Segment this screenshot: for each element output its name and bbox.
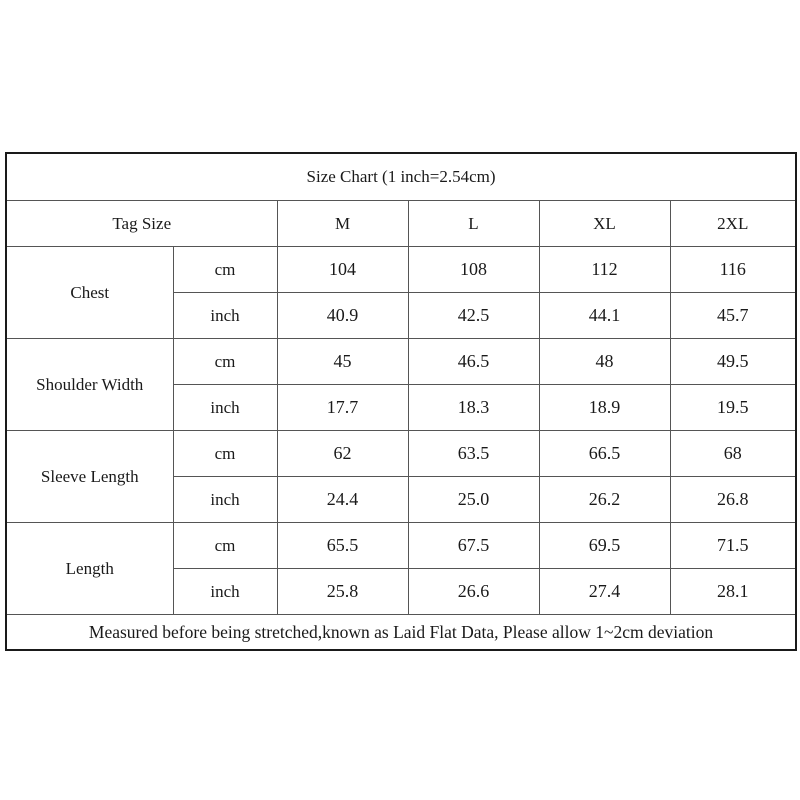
unit-label: inch [173, 569, 277, 615]
value-cell-m: 25.8 [277, 569, 408, 615]
value-cell-2xl: 45.7 [670, 293, 796, 339]
value-cell-2xl: 28.1 [670, 569, 796, 615]
value-cell-m: 17.7 [277, 385, 408, 431]
value-cell-2xl: 49.5 [670, 339, 796, 385]
value-cell-m: 65.5 [277, 523, 408, 569]
value-cell-xl: 26.2 [539, 477, 670, 523]
measurement-name-length: Length [6, 523, 173, 615]
unit-label: inch [173, 477, 277, 523]
header-row [6, 201, 796, 247]
value-cell-2xl: 116 [670, 247, 796, 293]
size-header-2xl: 2XL [670, 201, 796, 247]
tag-size-header: Tag Size [6, 201, 277, 247]
value-cell-xl: 69.5 [539, 523, 670, 569]
value-cell-l: 108 [408, 247, 539, 293]
value-cell-l: 46.5 [408, 339, 539, 385]
measurement-row-chest-cm [6, 247, 796, 293]
size-header-m: M [277, 201, 408, 247]
value-cell-m: 62 [277, 431, 408, 477]
value-cell-l: 18.3 [408, 385, 539, 431]
chart-title: Size Chart (1 inch=2.54cm) [6, 153, 796, 201]
unit-label: inch [173, 385, 277, 431]
value-cell-l: 63.5 [408, 431, 539, 477]
size-header-xl: XL [539, 201, 670, 247]
value-cell-xl: 112 [539, 247, 670, 293]
measurement-name-shoulder-width: Shoulder Width [6, 339, 173, 431]
value-cell-xl: 44.1 [539, 293, 670, 339]
value-cell-xl: 27.4 [539, 569, 670, 615]
footnote-text: Measured before being stretched,known as Laid Flat Data, Please allow 1~2cm deviation [6, 615, 796, 651]
value-cell-l: 26.6 [408, 569, 539, 615]
footnote-row [6, 615, 796, 651]
title-row [6, 153, 796, 201]
value-cell-2xl: 26.8 [670, 477, 796, 523]
size-header-l: L [408, 201, 539, 247]
value-cell-m: 24.4 [277, 477, 408, 523]
value-cell-m: 40.9 [277, 293, 408, 339]
unit-label: inch [173, 293, 277, 339]
value-cell-2xl: 68 [670, 431, 796, 477]
value-cell-2xl: 19.5 [670, 385, 796, 431]
unit-label: cm [173, 523, 277, 569]
measurement-row-sleeve-length-cm [6, 431, 796, 477]
value-cell-l: 42.5 [408, 293, 539, 339]
value-cell-xl: 18.9 [539, 385, 670, 431]
size-chart-body [6, 153, 796, 650]
unit-label: cm [173, 431, 277, 477]
measurement-name-sleeve-length: Sleeve Length [6, 431, 173, 523]
value-cell-m: 45 [277, 339, 408, 385]
size-chart-table [5, 152, 797, 651]
unit-label: cm [173, 247, 277, 293]
value-cell-xl: 66.5 [539, 431, 670, 477]
value-cell-m: 104 [277, 247, 408, 293]
measurement-name-chest: Chest [6, 247, 173, 339]
value-cell-2xl: 71.5 [670, 523, 796, 569]
value-cell-xl: 48 [539, 339, 670, 385]
unit-label: cm [173, 339, 277, 385]
value-cell-l: 67.5 [408, 523, 539, 569]
value-cell-l: 25.0 [408, 477, 539, 523]
measurement-row-shoulder-width-cm [6, 339, 796, 385]
measurement-row-length-cm [6, 523, 796, 569]
